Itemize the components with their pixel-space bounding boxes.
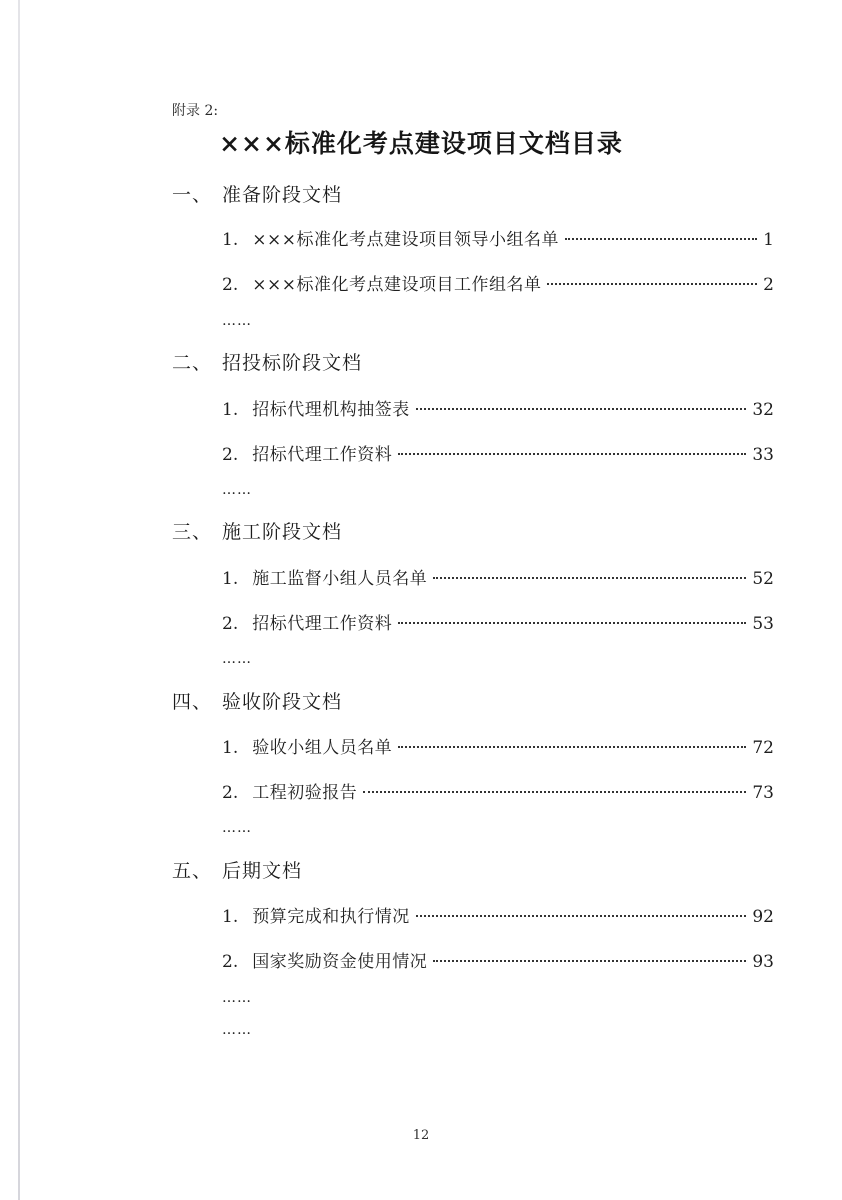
section-number: 三、 (172, 521, 213, 543)
toc-entry (222, 733, 774, 758)
entry-index: 2. (222, 952, 239, 972)
toc-entry (222, 902, 774, 927)
toc-entry (222, 395, 774, 420)
ellipsis: …… (222, 990, 252, 1006)
ellipsis: …… (222, 482, 252, 498)
toc-entry (222, 778, 774, 803)
dot-leader (433, 960, 746, 962)
entry-page-number: 73 (752, 783, 774, 803)
dot-leader (416, 915, 747, 917)
dot-leader (416, 408, 747, 410)
section-label: 施工阶段文档 (222, 521, 343, 543)
ellipsis: …… (222, 651, 252, 667)
section-number: 四、 (172, 691, 213, 713)
page-number: 12 (412, 1128, 430, 1143)
entry-index: 1. (222, 907, 239, 927)
toc-entry (222, 564, 774, 589)
entry-index: 1. (222, 230, 239, 250)
entry-title: 工程初验报告 (252, 783, 358, 803)
dot-leader (363, 791, 746, 793)
toc-entry (222, 609, 774, 634)
entry-title: 验收小组人员名单 (252, 738, 393, 758)
entry-page-number: 32 (752, 400, 774, 420)
entry-page-number: 1 (763, 230, 774, 250)
dot-leader (565, 238, 757, 240)
appendix-label: 附录 2: (172, 103, 219, 119)
section-label: 招投标阶段文档 (222, 352, 363, 374)
entry-index: 1. (222, 569, 239, 589)
entry-page-number: 72 (752, 738, 774, 758)
entry-page-number: 53 (752, 614, 774, 634)
entry-title: 招标代理机构抽签表 (252, 400, 410, 420)
dot-leader (547, 283, 757, 285)
section-heading-preparation (172, 180, 342, 207)
entry-index: 2. (222, 614, 239, 634)
section-number: 二、 (172, 352, 213, 374)
entry-title: ×××标准化考点建设项目领导小组名单 (252, 230, 559, 250)
document-title: ×××标准化考点建设项目文档目录 (219, 129, 623, 158)
entry-title: 预算完成和执行情况 (252, 907, 410, 927)
entry-title: 国家奖励资金使用情况 (252, 952, 428, 972)
entry-page-number: 52 (752, 569, 774, 589)
section-heading-acceptance (172, 687, 342, 714)
toc-entry (222, 440, 774, 465)
section-label: 验收阶段文档 (222, 691, 343, 713)
section-number: 五、 (172, 860, 213, 882)
ellipsis: …… (222, 820, 252, 836)
toc-entry (222, 947, 774, 972)
dot-leader (398, 453, 746, 455)
section-label: 后期文档 (222, 860, 303, 882)
entry-page-number: 33 (752, 445, 774, 465)
entry-index: 2. (222, 783, 239, 803)
toc-entry (222, 225, 774, 250)
ellipsis: …… (222, 1022, 252, 1038)
entry-index: 2. (222, 275, 239, 295)
entry-index: 1. (222, 400, 239, 420)
entry-page-number: 93 (752, 952, 774, 972)
dot-leader (398, 622, 746, 624)
section-number: 一、 (172, 184, 213, 206)
entry-title: 施工监督小组人员名单 (252, 569, 428, 589)
entry-page-number: 2 (763, 275, 774, 295)
ellipsis: …… (222, 313, 252, 329)
entry-title: 招标代理工作资料 (252, 614, 393, 634)
toc-entry (222, 270, 774, 295)
dot-leader (398, 746, 746, 748)
section-heading-bidding (172, 348, 362, 375)
section-heading-later (172, 856, 302, 883)
section-heading-construction (172, 517, 342, 544)
entry-title: ×××标准化考点建设项目工作组名单 (252, 275, 542, 295)
entry-title: 招标代理工作资料 (252, 445, 393, 465)
entry-index: 1. (222, 738, 239, 758)
section-label: 准备阶段文档 (222, 184, 343, 206)
page-edge-shadow (18, 0, 20, 1200)
entry-page-number: 92 (752, 907, 774, 927)
entry-index: 2. (222, 445, 239, 465)
dot-leader (433, 577, 746, 579)
